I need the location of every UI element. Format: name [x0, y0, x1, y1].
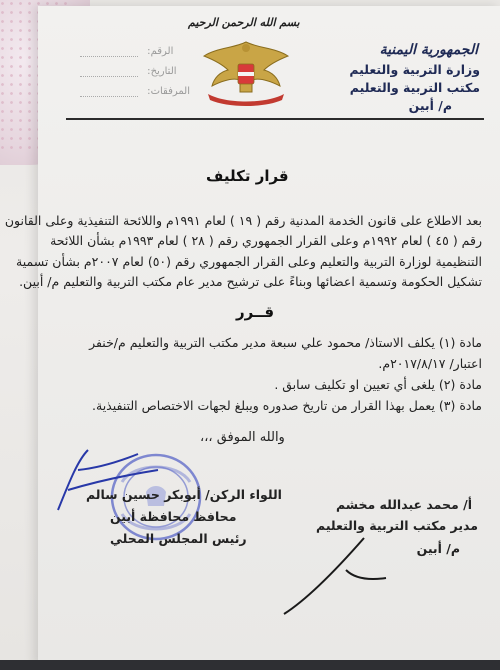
header-ministry: وزارة التربية والتعليم [349, 62, 480, 77]
header-divider [66, 118, 484, 120]
decision-heading: قــرر [236, 303, 275, 321]
closing-line: والله الموفق ،،، [200, 430, 285, 445]
preamble-line: بعد الاطلاع على قانون الخدمة المدنية رقم ( ١٩ ) لعام ١٩٩١م واللائحة التنفيذية وعلى القانون [4, 213, 482, 228]
article-line: مادة (٣) يعمل بهذا القرار من تاريخ صدوره ويبلغ لجهات الاختصاص التنفيذية. [92, 398, 482, 413]
preamble-line: التنظيمية لوزارة التربية والتعليم وعلى القرار الجمهوري رقم (٥٠) لعام ٢٠٠٧م بشأن تسمية [16, 254, 482, 269]
article-line: مادة (٢) يلغى أي تعيين او تكليف سابق . [274, 377, 482, 392]
preamble-line: تشكيل الحكومة وتسمية اعضائها وبناءً على ترشيح مدير عام مكتب التربية والتعليم م/ أبين. [19, 274, 482, 289]
left-signatory-title: محافظ محافظة أبين [110, 509, 237, 524]
preamble-line: رقم ( ٤٥ ) لعام ١٩٩٢م وعلى القرار الجمهوري رقم ( ٢٨ ) لعام ١٩٩٣م بشأن اللائحة [50, 233, 482, 248]
header-country: الجمهورية اليمنية [379, 42, 478, 58]
article-line: مادة (١) يكلف الاستاذ/ محمود علي سبعة مدير مكتب التربية والتعليم م/خنفر [89, 335, 482, 350]
left-signature-icon [48, 440, 168, 520]
right-signatory-title: مدير مكتب التربية والتعليم [316, 518, 478, 533]
header-office: مكتب التربية والتعليم [349, 80, 480, 95]
right-signatory-place: م/ أبين [416, 541, 460, 556]
right-signature-icon [276, 530, 396, 620]
eagle-emblem-icon [198, 34, 294, 110]
header-governorate: م/ أبين [408, 98, 452, 113]
right-signatory-name: أ/ محمد عبدالله مخشم [335, 497, 472, 512]
article-line: اعتبار/ ٢٠١٧/٨/١٧م. [378, 356, 482, 371]
document-title: قرار تكليف [206, 167, 289, 185]
left-signatory-name: اللواء الركن/ أبوبكر حسين سالم [86, 487, 282, 502]
ref-number-field: الرقم: [80, 46, 173, 57]
date-field: التاريخ: [80, 66, 177, 77]
attachments-field: المرفقات: [80, 86, 190, 97]
left-signatory-title: رئيس المجلس المحلي [110, 531, 247, 546]
basmala: بسم الله الرحمن الرحيم [188, 16, 300, 29]
